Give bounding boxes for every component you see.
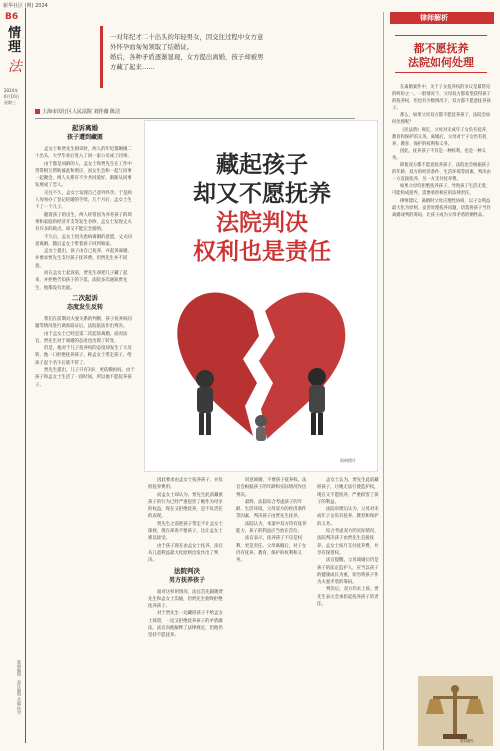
sidebar-text [392,84,492,219]
subheading-line: 二次起诉 [72,293,98,302]
subheading [35,124,135,142]
paragraph: 但是，他对于儿子抚养权的态度却发生了大反转，他一口拒绝抚养孩子，称孟女士带走孩子，给孩子起个名字后就不管了。 [35,346,132,366]
paragraph: 综合考虑双方的实际情况，法院判决孩子由贾先生直接抚养，孟女士按月支付抚养费，并享有探望权。 [317,529,379,556]
subheading [148,567,226,585]
article-column-1 [35,122,135,389]
sidebar-title [388,42,494,70]
scale-of-justice-icon [418,676,493,746]
lead-quote [110,32,370,72]
article-column-4 [317,477,379,608]
paragraph: 交往不久，孟女士发现自己意外怀孕，于是两人匆匆办了登记结婚的手续，几个月后，孟女士生下了一个儿子。 [35,190,132,211]
illustration-caption: 资料图片 [340,458,356,463]
subheading-line: 孩子遭到藏匿 [66,134,103,141]
site-header: 新华社区 (网) 2024 [3,3,48,9]
paragraph: 同意离婚，不要孩子抚养权。法官会根据孩子的年龄和实际情况作出判决。 [236,478,307,498]
headline-line: 却又不愿抚养 [193,180,331,207]
paragraph: 贾先生提出，儿子只有3岁，更依赖妈妈，由于孩子和孟女士生活了一段时间，所以他不愿抚养孩子。 [35,368,135,388]
paragraph: 不久后，孟女士因为患病离婚的意愿，丈夫同意离婚，随后孟女士带着孩子回到娘家。 [35,234,132,247]
byline [35,108,355,117]
paragraph: 孟女士和贾先生相识时，两人的年纪都刚刚二十出头，大学毕业后进入了同一家公司成了同事。 [35,147,132,160]
paragraph: 随着孩子的出生，两人经常因为养育孩子的琐事和家庭的经济开支等发生争吵，孟女士发现丈夫有许多的缺点，却又不能完全接纳。 [35,212,132,233]
paragraph: 因此，抚养孩子不仅是一种权利，也是一种义务。 [392,148,486,161]
subheading-line: 态度发生反转 [66,303,103,311]
paragraph: 因此要求由孟女士抚养孩子，并负担抚养费用。 [148,478,223,491]
subheading-line: 法院判决 [174,566,200,575]
paragraph: 面对这样的情况，法官首先跟随贾先生和孟女士沟通，但贾先生始终拒绝抚养孩子。 [148,589,223,610]
editor-credits: 版面编辑：责任编辑 美编 校对 [17,660,22,715]
paragraph: 律师建议，离婚时父母应理性协商，以子女利益最大化为原则，妥善处理抚养问题，切莫将孩子当作离婚谈判的筹码，让孩子成为父母矛盾的牺牲品。 [392,198,491,218]
headline-line: 藏起孩子 [216,151,308,178]
paragraph: 法官表示，抚养孩子不仅是权利，更是责任。父母离婚后，对子女仍有抚养、教育、保护的权利和义务。 [236,536,307,564]
section-name: 情理 [8,26,22,55]
headline-line: 权利也是责任 [193,238,331,265]
sidebar-photo [418,676,493,746]
sidebar-photo-caption: 资料图片 [460,739,474,743]
title-rule-top [395,35,487,36]
paragraph: 法院审理后认为，父母对未成年子女负有抚养、教育和保护的义务。 [317,507,379,527]
date-line: 星期三 [4,100,16,105]
paragraph: 孟女士认为，贾先生此前藏匿孩子，让她无法行使监护权，现在又不愿抚养，严重损害了孩子的利益。 [317,478,379,505]
paragraph: 最终，法院综合考虑孩子的年龄、生活环境、父母双方的经济条件等因素，判决孩子由贾先生抚养。 [236,499,307,520]
quote-accent-bar [100,26,103,88]
subheading [35,294,135,312]
paragraph: 我们在前期对夫妻关系的判断，孩子抚养权问题等情况进行调查取证后，法院依法作出判决。 [35,316,132,330]
paragraph: 孟女士提出，孩子由自己抚养，并起诉离婚，并要求贾先生支付孩子抚养费。但贾先生并不同意。 [35,249,132,269]
lawyer-analysis-tag: 律师解析 [390,12,494,24]
quote-line: 外怀孕而匆匆领取了结婚证。 [110,43,194,51]
paragraph: 由于孟女士已经是第二次起诉离婚，面对法官，贾先生对于离婚的态度也出现了转变。 [35,331,128,344]
headline [150,150,374,266]
sidebar-title-line: 都不愿抚养 [413,42,469,55]
page-number: B6 [5,12,19,22]
paragraph: 《民法典》规定，父母对未成年子女负有抚养、教育和保护的义务。离婚后，父母对于子女仍有抚养、教育、保护的权利和义务。 [392,127,491,147]
section-sub: 法 [8,59,22,75]
paragraph: 法官提醒，父母离婚后仍是孩子的法定监护人，应当以孩子的健康成长为重，切勿将孩子作为夫妻矛盾的筹码。 [317,558,379,586]
subheading-line: 男方抚养孩子 [168,576,205,584]
date-line: 2024年 [4,88,19,93]
article-column-2 [148,477,226,640]
quote-line: 一对年纪才二十出头的年轻男女，因交往过程中女方意 [110,33,264,41]
paragraph: 在离婚案件中，关于子女抚养权的争议是最常见的纠纷之一。一般情况下，父母双方都希望获得孩子的抚养权，但也有少数情况下，双方都不愿意抚养孩子。 [392,85,491,112]
paragraph: 法院认为，本案中双方均有抚养能力，孩子的利益应当放在首位。 [236,521,307,535]
paragraph: 而孟女士却认为，贾先生此前藏匿孩子的行为已经严重侵害了她作为母亲的权益，现在又拒绝抚养，是不负责任的表现。 [148,492,223,520]
paragraph: 由于孩子现在由孟女士抚养，法官从儿童利益最大化原则出发作出了判决。 [148,543,223,564]
paragraph: 由于都是同龄的人，孟女士和贾先生在工作中常常相互帮助彼此和照应，而女生会和一起与同事一起聚会，两人关系有不少共同爱好，渐渐从同事发展成了恋人。 [35,161,132,189]
date-line: 6月10日 [4,94,20,99]
paragraph: 贾先生之前把孩子带走不让孟女士探视，现在却说不要孩子，这让孟女士难以接受。 [148,521,223,542]
divider [35,118,355,119]
quote-line: 方藏了起来…… [110,63,155,71]
subheading-line: 起诉离婚 [72,124,98,132]
paragraph: 即使双方都不愿意抚养孩子，法院也会根据孩子的年龄、双方的经济条件、生活环境等因素，判决由一方直接抚养，另一方支付抚养费。 [392,163,491,183]
paragraph: 判决后，双方均未上诉。贾先生表示会承担起抚养孩子的责任。 [317,587,379,608]
paragraph: 那么，如果父母双方都不愿抚养孩子，法院会如何处理呢？ [392,113,491,126]
byline-square-icon [35,109,40,114]
quote-line: 婚后，各种矛盾逐渐显现，女方提出离婚，孩子却被男 [110,53,264,61]
article-column-3 [236,477,308,565]
headline-line: 法院判决 [216,209,308,236]
byline-text: 上海市闵行区人民法院 刘佳薇 陈洁 [42,109,121,115]
paragraph: 对于贾先生一边藏匿孩子不给孟女士探望，一边又拒绝抚养孩子的矛盾做法，法官向他解释了法律规定，但他仍坚持不愿抚养。 [148,611,223,639]
title-rule-bottom [395,72,487,73]
issue-date [4,88,24,106]
paragraph: 而在孟女士起诉前，贾先生却把儿子藏了起来，并拒绝告知孩子的下落，法院多次通知贾先生，他都没有出庭。 [35,271,128,291]
paragraph: 如果父母均拒绝抚养孩子，导致孩子生活无着，可能构成遗弃，需要承担相应的法律责任。 [392,184,491,197]
left-margin-bar [3,8,26,743]
sidebar-title-line: 法院如何处理 [408,56,474,69]
